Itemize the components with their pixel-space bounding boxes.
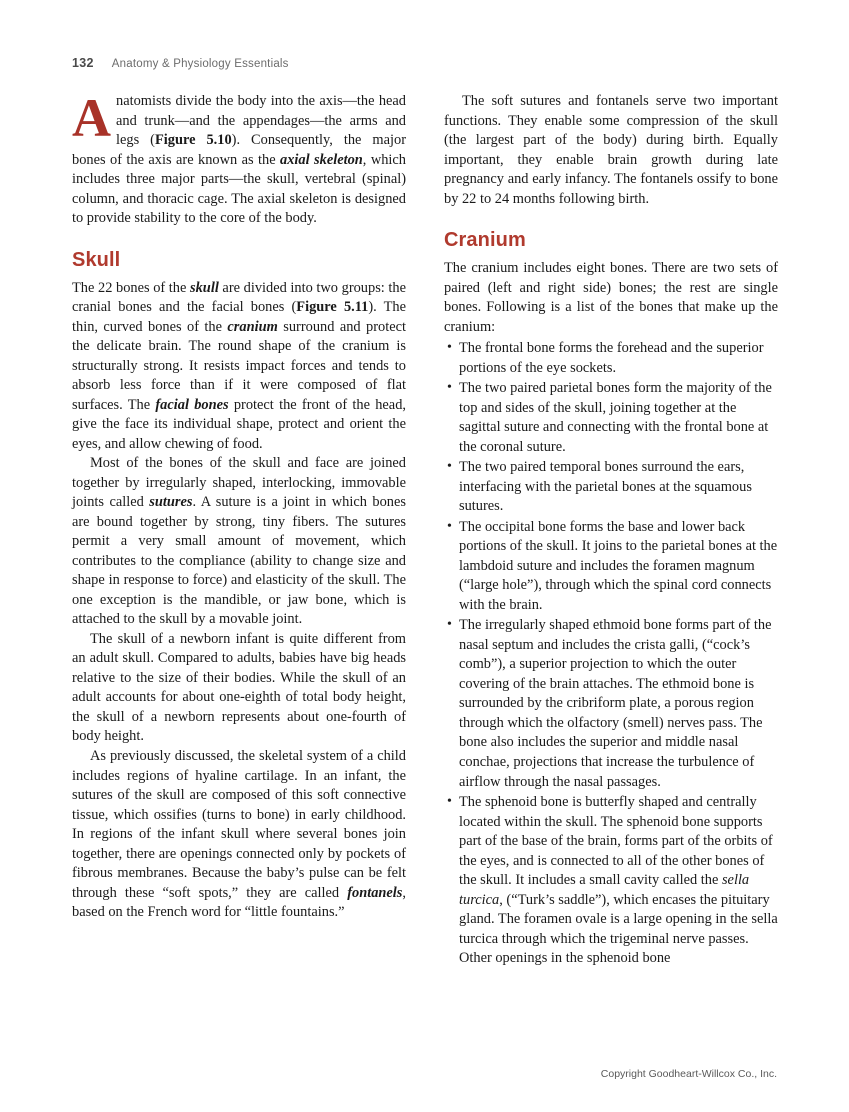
p1-text-c: ). The thin, curved bones of the bbox=[72, 299, 406, 335]
term-sella-turcica: sella turcica bbox=[459, 872, 750, 908]
left-column bbox=[72, 88, 406, 970]
skull-paragraph-1 bbox=[72, 279, 406, 455]
intro-text-b: ). Consequently, the major bones of the axis are known as the bbox=[72, 132, 406, 168]
term-facial-bones: facial bones bbox=[155, 396, 229, 413]
heading-skull: Skull bbox=[72, 248, 121, 271]
p1-text-e: protect the front of the head, give the face its individual shape, protect and orient the eyes, and allow chewing of food. bbox=[72, 396, 406, 452]
page-number: 132 bbox=[72, 56, 94, 70]
p2-text-a: Most of the bones of the skull and face are joined together by irregularly shaped, interlocking, immovable joints called bbox=[72, 455, 406, 511]
list-item-sphenoid bbox=[444, 793, 778, 969]
figure-reference-511: Figure 5.11 bbox=[296, 299, 369, 316]
sphenoid-text-b: , (“Turk’s saddle”), which encases the pituitary gland. The foramen ovale is a large opening in the sella turcica through which the trigeminal nerve passes. Other openings in the sphenoid bone bbox=[459, 891, 778, 967]
p4-text-a: As previously discussed, the skeletal system of a child includes regions of hyaline cartilage. In an infant, the sutures of the skull are composed of this soft connective tissue, which ossifies (turns to bone) in early childhood. In regions of the infant skull where several bones join together, there are openings connected only by pockets of fibrous membranes. Because the baby’s pulse can be felt through these “soft spots,” they are called bbox=[72, 747, 406, 901]
term-axial-skeleton: axial skeleton bbox=[280, 151, 363, 168]
copyright-notice: Copyright Goodheart-Willcox Co., Inc. bbox=[600, 1068, 777, 1080]
list-item: • The two paired temporal bones surround the ears, interfacing with the parietal bones at the squamous sutures. bbox=[444, 458, 778, 517]
page-header bbox=[72, 56, 777, 70]
skull-paragraph-3: The skull of a newborn infant is quite different from an adult skull. Compared to adults, babies have big heads relative to the size of their bodies. While the skull of an adult accounts for about one-eighth of total body height, the skull of a newborn represents about one-fourth of body height. bbox=[72, 630, 406, 745]
list-item: • The occipital bone forms the base and lower back portions of the skull. It joins to the parietal bones at the lambdoid suture and includes the foramen magnum (“large hole”), through which the spinal cord connects with the brain. bbox=[444, 518, 778, 616]
intro-text-c: , which includes three major parts—the skull, vertebral (spinal) column, and thoracic cage. The axial skeleton is designed to provide stability to the core of the body. bbox=[72, 151, 406, 227]
cranium-bone-list bbox=[444, 339, 778, 969]
p1-text-d: surround and protect the delicate brain. The round shape of the cranium is structurally strong. It resists impact forces and tends to absorb less force than if it were composed of flat surfaces. The bbox=[72, 318, 406, 413]
fontanels-function-paragraph: The soft sutures and fontanels serve two important functions. They enable some compression of the skull (the largest part of the body) during birth. Equally important, they enable brain growth during late pregnancy and early infancy. The fontanels ossify to bone by 22 to 24 months following birth. bbox=[444, 93, 778, 207]
list-item: • The irregularly shaped ethmoid bone forms part of the nasal septum and includes the crista galli, (“cock’s comb”), a superior projection to which the outer covering of the brain attaches. The ethmoid bone is surrounded by the cribriform plate, a porous region through which the olfactory (smell) nerves pass. The bone also includes the superior and middle nasal conchae, projections that increase the turbulence of airflow through the nasal passages. bbox=[444, 616, 778, 792]
p1-text-b: are divided into two groups: the cranial bones and the facial bones ( bbox=[72, 279, 406, 316]
p1-text-a: The 22 bones of the bbox=[72, 279, 191, 296]
cranium-intro-paragraph: The cranium includes eight bones. There are two sets of paired (left and right side) bones; the rest are single bones. Following is a list of the bones that make up the cranium: bbox=[444, 260, 778, 335]
figure-reference-510: Figure 5.10 bbox=[154, 132, 232, 149]
drop-cap: A bbox=[72, 88, 111, 148]
term-skull: skull bbox=[190, 279, 219, 296]
intro-text-a: natomists divide the body into the axis—the head and trunk—and the appendages—the arms and legs ( bbox=[116, 93, 406, 149]
p4-text-b: , based on the French word for “little fountains.” bbox=[72, 884, 406, 921]
list-item: • The frontal bone forms the forehead and the superior portions of the eye sockets. bbox=[444, 339, 778, 378]
p2-text-b: . A suture is a joint in which bones are bound together by strong, tiny fibers. The sutures permit a very small amount of movement, which contributes to the compliance (ability to change size and shape in response to force) and elasticity of the skull. The one exception is the mandible, or jaw bone, which is attached to the skull by a movable joint. bbox=[72, 494, 406, 628]
term-sutures: sutures bbox=[149, 494, 193, 511]
two-column-body bbox=[72, 88, 778, 970]
intro-paragraph bbox=[72, 88, 406, 229]
term-fontanels: fontanels bbox=[347, 884, 403, 901]
running-head: Anatomy & Physiology Essentials bbox=[111, 58, 289, 70]
heading-cranium: Cranium bbox=[444, 229, 526, 252]
skull-paragraph-2 bbox=[72, 454, 406, 630]
list-item: • The two paired parietal bones form the majority of the top and sides of the skull, joining together at the sagittal suture and connecting with the frontal bone at the coronal suture. bbox=[444, 379, 778, 457]
skull-paragraph-4 bbox=[72, 747, 406, 923]
right-column bbox=[444, 92, 778, 970]
sphenoid-text-a: The sphenoid bone is butterfly shaped and centrally located within the skull. The sphenoid bone supports part of the base of the brain, forms part of the orbits of the eyes, and is connected to all of the other bones of the skull. It includes a small cavity called the bbox=[459, 794, 773, 889]
term-cranium: cranium bbox=[227, 318, 278, 335]
